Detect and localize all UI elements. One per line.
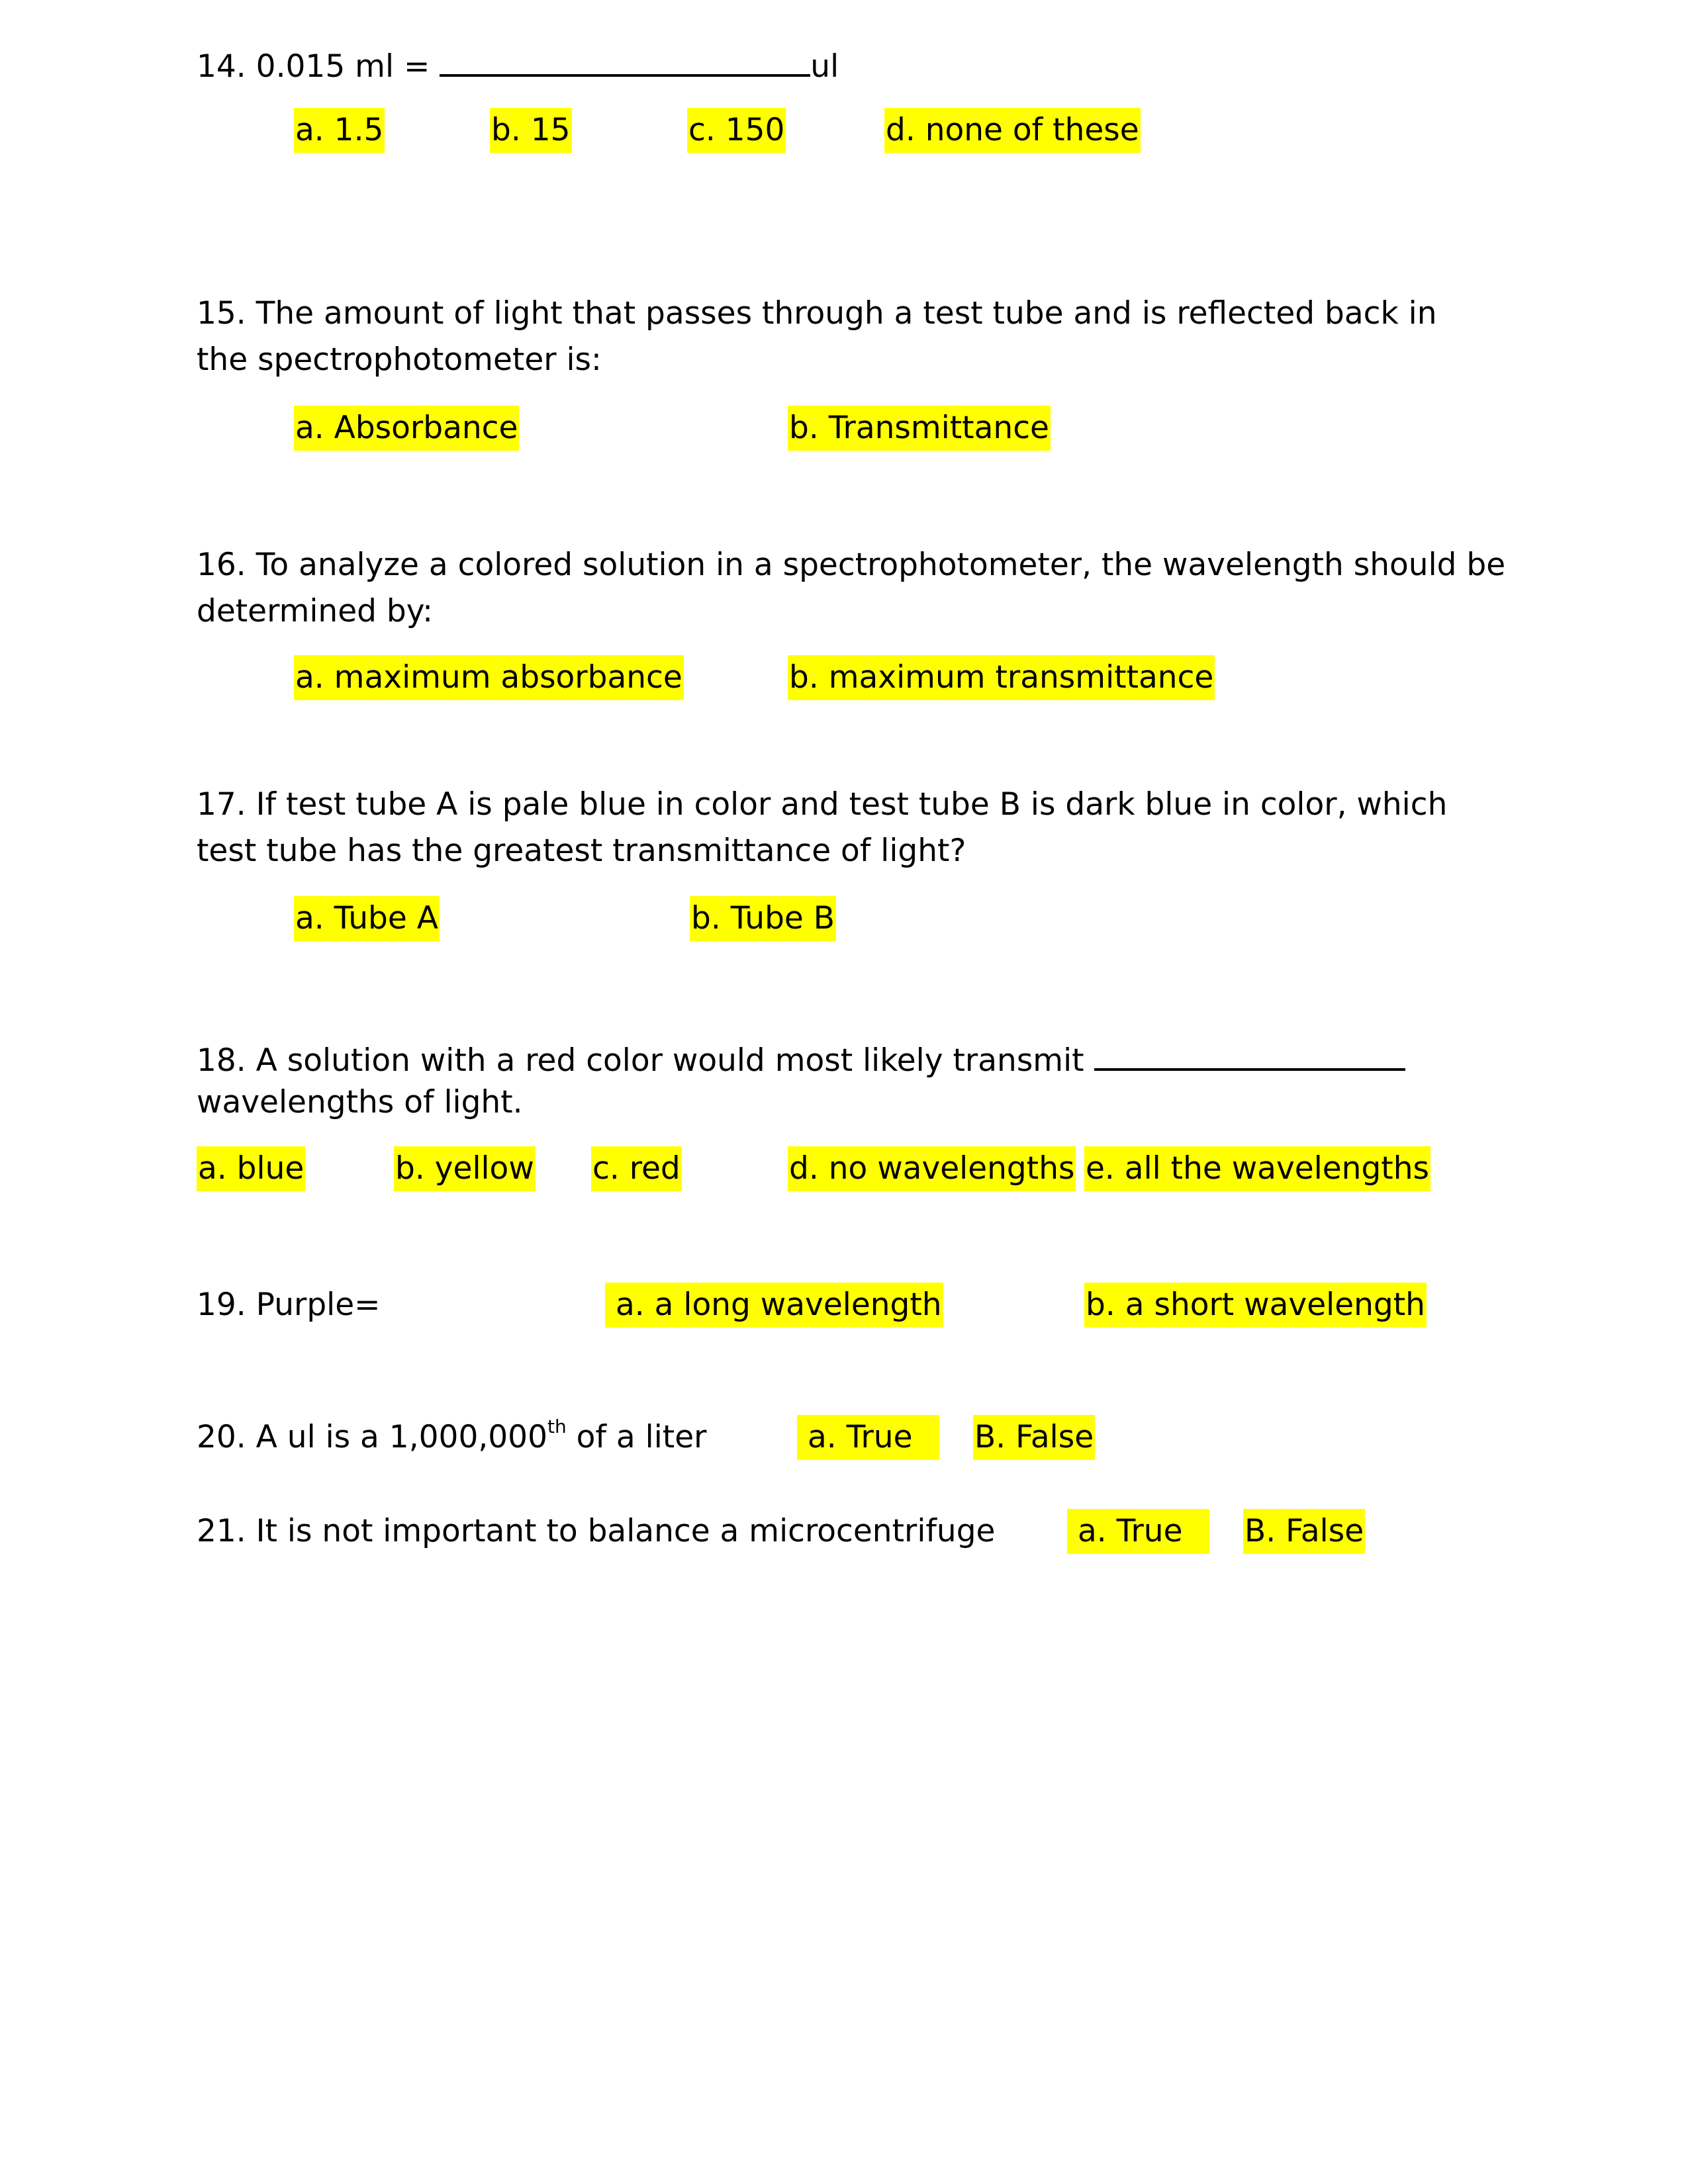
answer-blank [1094,1034,1405,1071]
q14-option-c[interactable]: c. 150 [687,108,786,153]
q14-option-a[interactable]: a. 1.5 [294,108,385,153]
q18-option-b[interactable]: b. yellow [394,1146,536,1191]
q20-option-a[interactable]: a. True [797,1415,939,1460]
q16-option-a[interactable]: a. maximum absorbance [294,655,684,700]
question-17-line-1: 17. If test tube A is pale blue in color and test tube B is dark blue in color, which [197,786,1448,823]
q18-option-c[interactable]: c. red [591,1146,682,1191]
q19-option-b[interactable]: b. a short wavelength [1084,1283,1427,1328]
q17-option-a[interactable]: a. Tube A [294,896,440,941]
question-14-prompt [197,40,839,89]
q20-option-b[interactable]: B. False [973,1415,1095,1460]
q14-option-b[interactable]: b. 15 [490,108,572,153]
question-17-line-2: test tube has the greatest transmittance of light? [197,833,966,869]
q21-option-b[interactable]: B. False [1243,1509,1365,1554]
answer-blank [440,40,810,77]
question-20-text-end: of a liter [566,1419,707,1455]
q15-option-a[interactable]: a. Absorbance [294,406,519,451]
q21-option-a[interactable]: a. True [1067,1509,1209,1554]
q18-option-a[interactable]: a. blue [197,1146,305,1191]
question-15-line-1: 15. The amount of light that passes through a test tube and is reflected back in [197,295,1437,332]
question-18-line-1 [197,1034,1405,1083]
q17-option-b[interactable]: b. Tube B [690,896,836,941]
question-20-prompt [197,1415,706,1460]
question-20-superscript: th [547,1416,567,1437]
question-19-prompt: 19. Purple= [197,1287,381,1323]
q18-option-e[interactable]: e. all the wavelengths [1084,1146,1430,1191]
question-15-line-2: the spectrophotometer is: [197,341,602,378]
q18-option-d[interactable]: d. no wavelengths [788,1146,1076,1191]
q15-option-b[interactable]: b. Transmittance [788,406,1051,451]
question-16-line-1: 16. To analyze a colored solution in a spectrophotometer, the wavelength should be [197,547,1506,583]
question-14-unit: ul [810,48,839,85]
question-18-text: 18. A solution with a red color would most likely transmit [197,1042,1084,1079]
question-16-line-2: determined by: [197,593,433,629]
question-18-line-2: wavelengths of light. [197,1084,523,1120]
question-14-text: 14. 0.015 ml = [197,48,430,85]
question-20-text: 20. A ul is a 1,000,000 [197,1419,547,1455]
q16-option-b[interactable]: b. maximum transmittance [788,655,1215,700]
question-21-prompt: 21. It is not important to balance a microcentrifuge [197,1513,996,1549]
q19-option-a[interactable]: a. a long wavelength [605,1283,943,1328]
q14-option-d[interactable]: d. none of these [884,108,1141,153]
